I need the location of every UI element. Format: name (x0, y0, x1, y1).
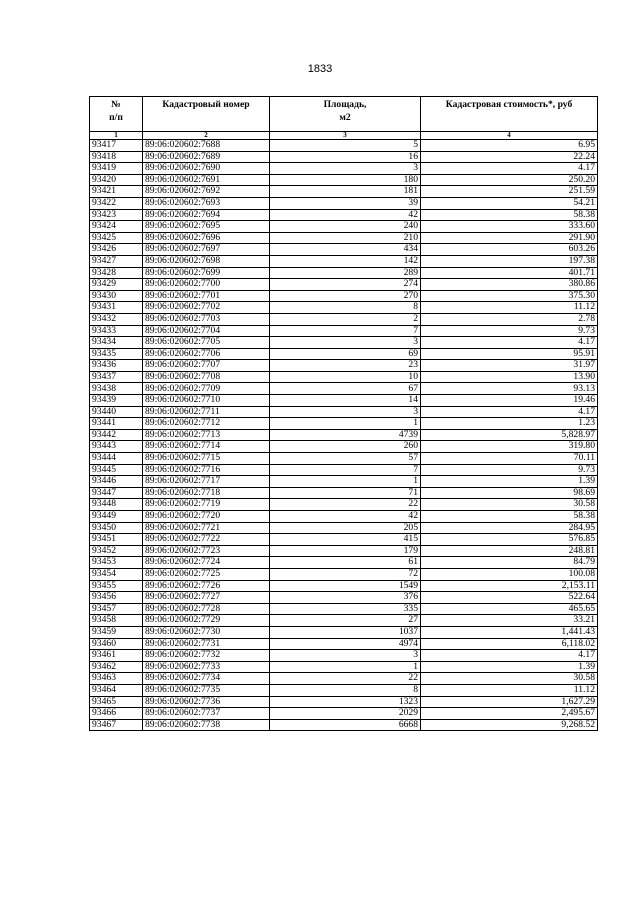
cell-row-number: 93431 (90, 302, 143, 314)
cell-row-number: 93456 (90, 592, 143, 604)
cell-cadastral-value: 291.90 (421, 232, 598, 244)
cell-cadastral-value: 2.78 (421, 313, 598, 325)
cell-row-number: 93450 (90, 522, 143, 534)
cell-cadastral-number: 89:06:020602:7694 (143, 209, 270, 221)
cell-area: 1037 (270, 626, 421, 638)
cell-area: 205 (270, 522, 421, 534)
cell-row-number: 93462 (90, 661, 143, 673)
cell-row-number: 93466 (90, 708, 143, 720)
cell-row-number: 93455 (90, 580, 143, 592)
cell-area: 415 (270, 534, 421, 546)
cell-cadastral-value: 84.79 (421, 557, 598, 569)
cell-cadastral-number: 89:06:020602:7692 (143, 186, 270, 198)
cell-area: 3 (270, 650, 421, 662)
cell-row-number: 93438 (90, 383, 143, 395)
cell-cadastral-value: 13.90 (421, 371, 598, 383)
cell-cadastral-value: 2,495.67 (421, 708, 598, 720)
cell-cadastral-value: 5,828.97 (421, 429, 598, 441)
cell-area: 289 (270, 267, 421, 279)
cell-cadastral-value: 1.39 (421, 476, 598, 488)
cell-cadastral-value: 4.17 (421, 406, 598, 418)
cell-row-number: 93444 (90, 453, 143, 465)
cell-cadastral-number: 89:06:020602:7693 (143, 197, 270, 209)
cell-cadastral-number: 89:06:020602:7727 (143, 592, 270, 604)
cell-area: 181 (270, 186, 421, 198)
cell-row-number: 93419 (90, 163, 143, 175)
cell-area: 434 (270, 244, 421, 256)
cell-cadastral-number: 89:06:020602:7709 (143, 383, 270, 395)
cell-cadastral-number: 89:06:020602:7705 (143, 337, 270, 349)
table-row (90, 684, 598, 696)
cell-cadastral-value: 250.20 (421, 174, 598, 186)
cell-cadastral-value: 95.91 (421, 348, 598, 360)
cell-cadastral-value: 9.73 (421, 464, 598, 476)
cell-row-number: 93454 (90, 568, 143, 580)
cell-row-number: 93449 (90, 511, 143, 523)
cell-cadastral-number: 89:06:020602:7730 (143, 626, 270, 638)
cell-cadastral-number: 89:06:020602:7738 (143, 719, 270, 731)
cell-row-number: 93429 (90, 279, 143, 291)
cell-row-number: 93417 (90, 140, 143, 152)
cell-area: 274 (270, 279, 421, 291)
cell-cadastral-number: 89:06:020602:7713 (143, 429, 270, 441)
cell-cadastral-value: 54.21 (421, 197, 598, 209)
table-row (90, 383, 598, 395)
table-row (90, 186, 598, 198)
cell-row-number: 93443 (90, 441, 143, 453)
cell-cadastral-value: 11.12 (421, 684, 598, 696)
cell-area: 179 (270, 545, 421, 557)
cell-row-number: 93434 (90, 337, 143, 349)
cell-area: 8 (270, 302, 421, 314)
cell-cadastral-value: 9.73 (421, 325, 598, 337)
cell-row-number: 93458 (90, 615, 143, 627)
cell-row-number: 93448 (90, 499, 143, 511)
cell-cadastral-number: 89:06:020602:7723 (143, 545, 270, 557)
table-row (90, 337, 598, 349)
cell-cadastral-number: 89:06:020602:7702 (143, 302, 270, 314)
cell-area: 39 (270, 197, 421, 209)
cell-row-number: 93452 (90, 545, 143, 557)
cell-area: 1323 (270, 696, 421, 708)
cell-cadastral-number: 89:06:020602:7691 (143, 174, 270, 186)
cell-cadastral-number: 89:06:020602:7719 (143, 499, 270, 511)
cell-area: 3 (270, 337, 421, 349)
cell-cadastral-number: 89:06:020602:7690 (143, 163, 270, 175)
table-row (90, 453, 598, 465)
cell-row-number: 93457 (90, 603, 143, 615)
cell-area: 4739 (270, 429, 421, 441)
cell-cadastral-number: 89:06:020602:7735 (143, 684, 270, 696)
cell-area: 22 (270, 673, 421, 685)
cell-area: 1 (270, 476, 421, 488)
cell-row-number: 93460 (90, 638, 143, 650)
cell-row-number: 93421 (90, 186, 143, 198)
cell-cadastral-number: 89:06:020602:7704 (143, 325, 270, 337)
cell-row-number: 93436 (90, 360, 143, 372)
cell-row-number: 93418 (90, 151, 143, 163)
cell-area: 27 (270, 615, 421, 627)
cell-row-number: 93453 (90, 557, 143, 569)
column-number-1: 1 (90, 132, 143, 140)
cell-area: 5 (270, 140, 421, 152)
table-row (90, 302, 598, 314)
table-row (90, 592, 598, 604)
table-row (90, 371, 598, 383)
cell-area: 57 (270, 453, 421, 465)
table-row (90, 557, 598, 569)
table-row (90, 511, 598, 523)
cell-cadastral-value: 1.23 (421, 418, 598, 430)
cell-cadastral-number: 89:06:020602:7729 (143, 615, 270, 627)
cell-cadastral-number: 89:06:020602:7717 (143, 476, 270, 488)
cell-area: 6668 (270, 719, 421, 731)
header-cadastral-value: Кадастровая стоимость*, руб (421, 97, 598, 132)
table-row (90, 279, 598, 291)
cell-area: 72 (270, 568, 421, 580)
cell-row-number: 93459 (90, 626, 143, 638)
cell-cadastral-value: 4.17 (421, 650, 598, 662)
cell-cadastral-number: 89:06:020602:7712 (143, 418, 270, 430)
cell-row-number: 93440 (90, 406, 143, 418)
cell-cadastral-number: 89:06:020602:7736 (143, 696, 270, 708)
cell-area: 67 (270, 383, 421, 395)
cell-row-number: 93464 (90, 684, 143, 696)
table-row (90, 638, 598, 650)
cell-cadastral-value: 284.95 (421, 522, 598, 534)
table-row (90, 696, 598, 708)
column-number-2: 2 (143, 132, 270, 140)
cell-row-number: 93435 (90, 348, 143, 360)
cell-cadastral-value: 98.69 (421, 487, 598, 499)
cell-cadastral-number: 89:06:020602:7706 (143, 348, 270, 360)
table-row (90, 580, 598, 592)
cell-cadastral-value: 401.71 (421, 267, 598, 279)
table-row (90, 395, 598, 407)
cell-cadastral-number: 89:06:020602:7714 (143, 441, 270, 453)
cell-cadastral-value: 576.85 (421, 534, 598, 546)
cell-row-number: 93467 (90, 719, 143, 731)
cell-cadastral-number: 89:06:020602:7699 (143, 267, 270, 279)
table-row (90, 267, 598, 279)
cell-area: 376 (270, 592, 421, 604)
table-header-row (90, 97, 598, 132)
cell-cadastral-number: 89:06:020602:7703 (143, 313, 270, 325)
cell-row-number: 93422 (90, 197, 143, 209)
cell-cadastral-value: 333.60 (421, 221, 598, 233)
cell-row-number: 93432 (90, 313, 143, 325)
table-row (90, 209, 598, 221)
cell-cadastral-value: 251.59 (421, 186, 598, 198)
table-row (90, 221, 598, 233)
cell-area: 22 (270, 499, 421, 511)
cell-cadastral-value: 100.08 (421, 568, 598, 580)
cell-cadastral-number: 89:06:020602:7726 (143, 580, 270, 592)
cell-cadastral-value: 2,153.11 (421, 580, 598, 592)
page-number: 1833 (307, 63, 333, 75)
table-row (90, 406, 598, 418)
cell-cadastral-value: 319.80 (421, 441, 598, 453)
cell-area: 180 (270, 174, 421, 186)
table-row (90, 174, 598, 186)
cell-cadastral-value: 31.97 (421, 360, 598, 372)
cell-row-number: 93430 (90, 290, 143, 302)
table-row (90, 140, 598, 152)
cell-cadastral-number: 89:06:020602:7711 (143, 406, 270, 418)
cell-cadastral-value: 375.30 (421, 290, 598, 302)
cell-cadastral-value: 58.38 (421, 511, 598, 523)
cell-row-number: 93445 (90, 464, 143, 476)
cell-cadastral-value: 4.17 (421, 163, 598, 175)
cell-cadastral-number: 89:06:020602:7695 (143, 221, 270, 233)
table-row (90, 313, 598, 325)
cell-cadastral-number: 89:06:020602:7721 (143, 522, 270, 534)
table-row (90, 603, 598, 615)
cell-row-number: 93441 (90, 418, 143, 430)
table-row (90, 163, 598, 175)
cell-row-number: 93437 (90, 371, 143, 383)
table-row (90, 151, 598, 163)
cell-cadastral-number: 89:06:020602:7701 (143, 290, 270, 302)
table-row (90, 325, 598, 337)
cell-area: 14 (270, 395, 421, 407)
cell-cadastral-number: 89:06:020602:7718 (143, 487, 270, 499)
cell-cadastral-value: 248.81 (421, 545, 598, 557)
header-cadastral-number: Кадастровый номер (143, 97, 270, 132)
table-row (90, 255, 598, 267)
cell-cadastral-number: 89:06:020602:7722 (143, 534, 270, 546)
cell-cadastral-number: 89:06:020602:7728 (143, 603, 270, 615)
cell-area: 7 (270, 325, 421, 337)
table-row (90, 429, 598, 441)
cell-cadastral-number: 89:06:020602:7688 (143, 140, 270, 152)
table-row (90, 615, 598, 627)
column-number-3: 3 (270, 132, 421, 140)
cell-cadastral-value: 70.11 (421, 453, 598, 465)
table-row (90, 360, 598, 372)
cell-cadastral-value: 197.38 (421, 255, 598, 267)
table-row (90, 719, 598, 731)
cell-cadastral-number: 89:06:020602:7715 (143, 453, 270, 465)
cell-row-number: 93433 (90, 325, 143, 337)
cell-area: 61 (270, 557, 421, 569)
table-row (90, 290, 598, 302)
cell-area: 3 (270, 406, 421, 418)
cell-cadastral-number: 89:06:020602:7733 (143, 661, 270, 673)
cell-area: 4974 (270, 638, 421, 650)
cell-row-number: 93465 (90, 696, 143, 708)
table-row (90, 661, 598, 673)
cell-area: 1549 (270, 580, 421, 592)
cell-area: 1 (270, 661, 421, 673)
table-row (90, 464, 598, 476)
cell-cadastral-value: 30.58 (421, 499, 598, 511)
cell-cadastral-number: 89:06:020602:7720 (143, 511, 270, 523)
cell-area: 23 (270, 360, 421, 372)
cell-cadastral-value: 11.12 (421, 302, 598, 314)
cell-row-number: 93427 (90, 255, 143, 267)
cell-cadastral-number: 89:06:020602:7725 (143, 568, 270, 580)
table-row (90, 232, 598, 244)
cell-row-number: 93451 (90, 534, 143, 546)
cell-cadastral-number: 89:06:020602:7731 (143, 638, 270, 650)
cell-area: 8 (270, 684, 421, 696)
cell-row-number: 93439 (90, 395, 143, 407)
cell-cadastral-number: 89:06:020602:7716 (143, 464, 270, 476)
cell-area: 1 (270, 418, 421, 430)
cell-area: 69 (270, 348, 421, 360)
cell-area: 260 (270, 441, 421, 453)
column-number-row (90, 132, 598, 140)
cell-cadastral-number: 89:06:020602:7732 (143, 650, 270, 662)
cell-row-number: 93420 (90, 174, 143, 186)
cell-area: 3 (270, 163, 421, 175)
table-row (90, 522, 598, 534)
cell-cadastral-value: 9,268.52 (421, 719, 598, 731)
table-row (90, 499, 598, 511)
cell-cadastral-value: 58.38 (421, 209, 598, 221)
cell-row-number: 93426 (90, 244, 143, 256)
cell-row-number: 93447 (90, 487, 143, 499)
cell-cadastral-value: 380.86 (421, 279, 598, 291)
table-row (90, 545, 598, 557)
cell-row-number: 93423 (90, 209, 143, 221)
table-row (90, 487, 598, 499)
cell-area: 16 (270, 151, 421, 163)
table-row (90, 650, 598, 662)
table-row (90, 673, 598, 685)
cell-area: 335 (270, 603, 421, 615)
cell-cadastral-value: 6,118.02 (421, 638, 598, 650)
cell-area: 2 (270, 313, 421, 325)
table-row (90, 568, 598, 580)
cell-cadastral-number: 89:06:020602:7737 (143, 708, 270, 720)
cell-cadastral-number: 89:06:020602:7734 (143, 673, 270, 685)
cell-cadastral-number: 89:06:020602:7707 (143, 360, 270, 372)
cell-area: 10 (270, 371, 421, 383)
cell-area: 71 (270, 487, 421, 499)
cell-area: 7 (270, 464, 421, 476)
table-row (90, 626, 598, 638)
cell-row-number: 93442 (90, 429, 143, 441)
cell-row-number: 93461 (90, 650, 143, 662)
table-row (90, 534, 598, 546)
cell-cadastral-number: 89:06:020602:7708 (143, 371, 270, 383)
cell-area: 42 (270, 511, 421, 523)
cell-cadastral-value: 30.58 (421, 673, 598, 685)
cell-cadastral-value: 1,627.29 (421, 696, 598, 708)
cell-cadastral-number: 89:06:020602:7700 (143, 279, 270, 291)
cell-cadastral-value: 93.13 (421, 383, 598, 395)
cell-cadastral-value: 33.21 (421, 615, 598, 627)
cell-cadastral-value: 22.24 (421, 151, 598, 163)
table-row (90, 441, 598, 453)
cell-cadastral-number: 89:06:020602:7724 (143, 557, 270, 569)
cell-area: 142 (270, 255, 421, 267)
cell-row-number: 93446 (90, 476, 143, 488)
cell-cadastral-value: 1.39 (421, 661, 598, 673)
column-number-4: 4 (421, 132, 598, 140)
cell-cadastral-number: 89:06:020602:7697 (143, 244, 270, 256)
cell-cadastral-value: 1,441.43 (421, 626, 598, 638)
cell-cadastral-number: 89:06:020602:7698 (143, 255, 270, 267)
cell-row-number: 93425 (90, 232, 143, 244)
table-row (90, 348, 598, 360)
cell-cadastral-value: 4.17 (421, 337, 598, 349)
cell-area: 270 (270, 290, 421, 302)
cell-cadastral-number: 89:06:020602:7696 (143, 232, 270, 244)
cell-cadastral-number: 89:06:020602:7689 (143, 151, 270, 163)
table-row (90, 708, 598, 720)
cell-row-number: 93463 (90, 673, 143, 685)
table-row (90, 418, 598, 430)
cadastral-table (89, 96, 598, 731)
cell-cadastral-number: 89:06:020602:7710 (143, 395, 270, 407)
cell-cadastral-value: 19.46 (421, 395, 598, 407)
table-row (90, 476, 598, 488)
table-row (90, 244, 598, 256)
cell-cadastral-value: 522.64 (421, 592, 598, 604)
cell-cadastral-value: 6.95 (421, 140, 598, 152)
cell-area: 240 (270, 221, 421, 233)
cell-area: 210 (270, 232, 421, 244)
cell-cadastral-value: 603.26 (421, 244, 598, 256)
cell-cadastral-value: 465.65 (421, 603, 598, 615)
header-row-number: № п/п (90, 97, 143, 132)
table-row (90, 197, 598, 209)
header-area: Площадь, м2 (270, 97, 421, 132)
cell-area: 42 (270, 209, 421, 221)
cell-row-number: 93424 (90, 221, 143, 233)
cell-row-number: 93428 (90, 267, 143, 279)
cell-area: 2029 (270, 708, 421, 720)
